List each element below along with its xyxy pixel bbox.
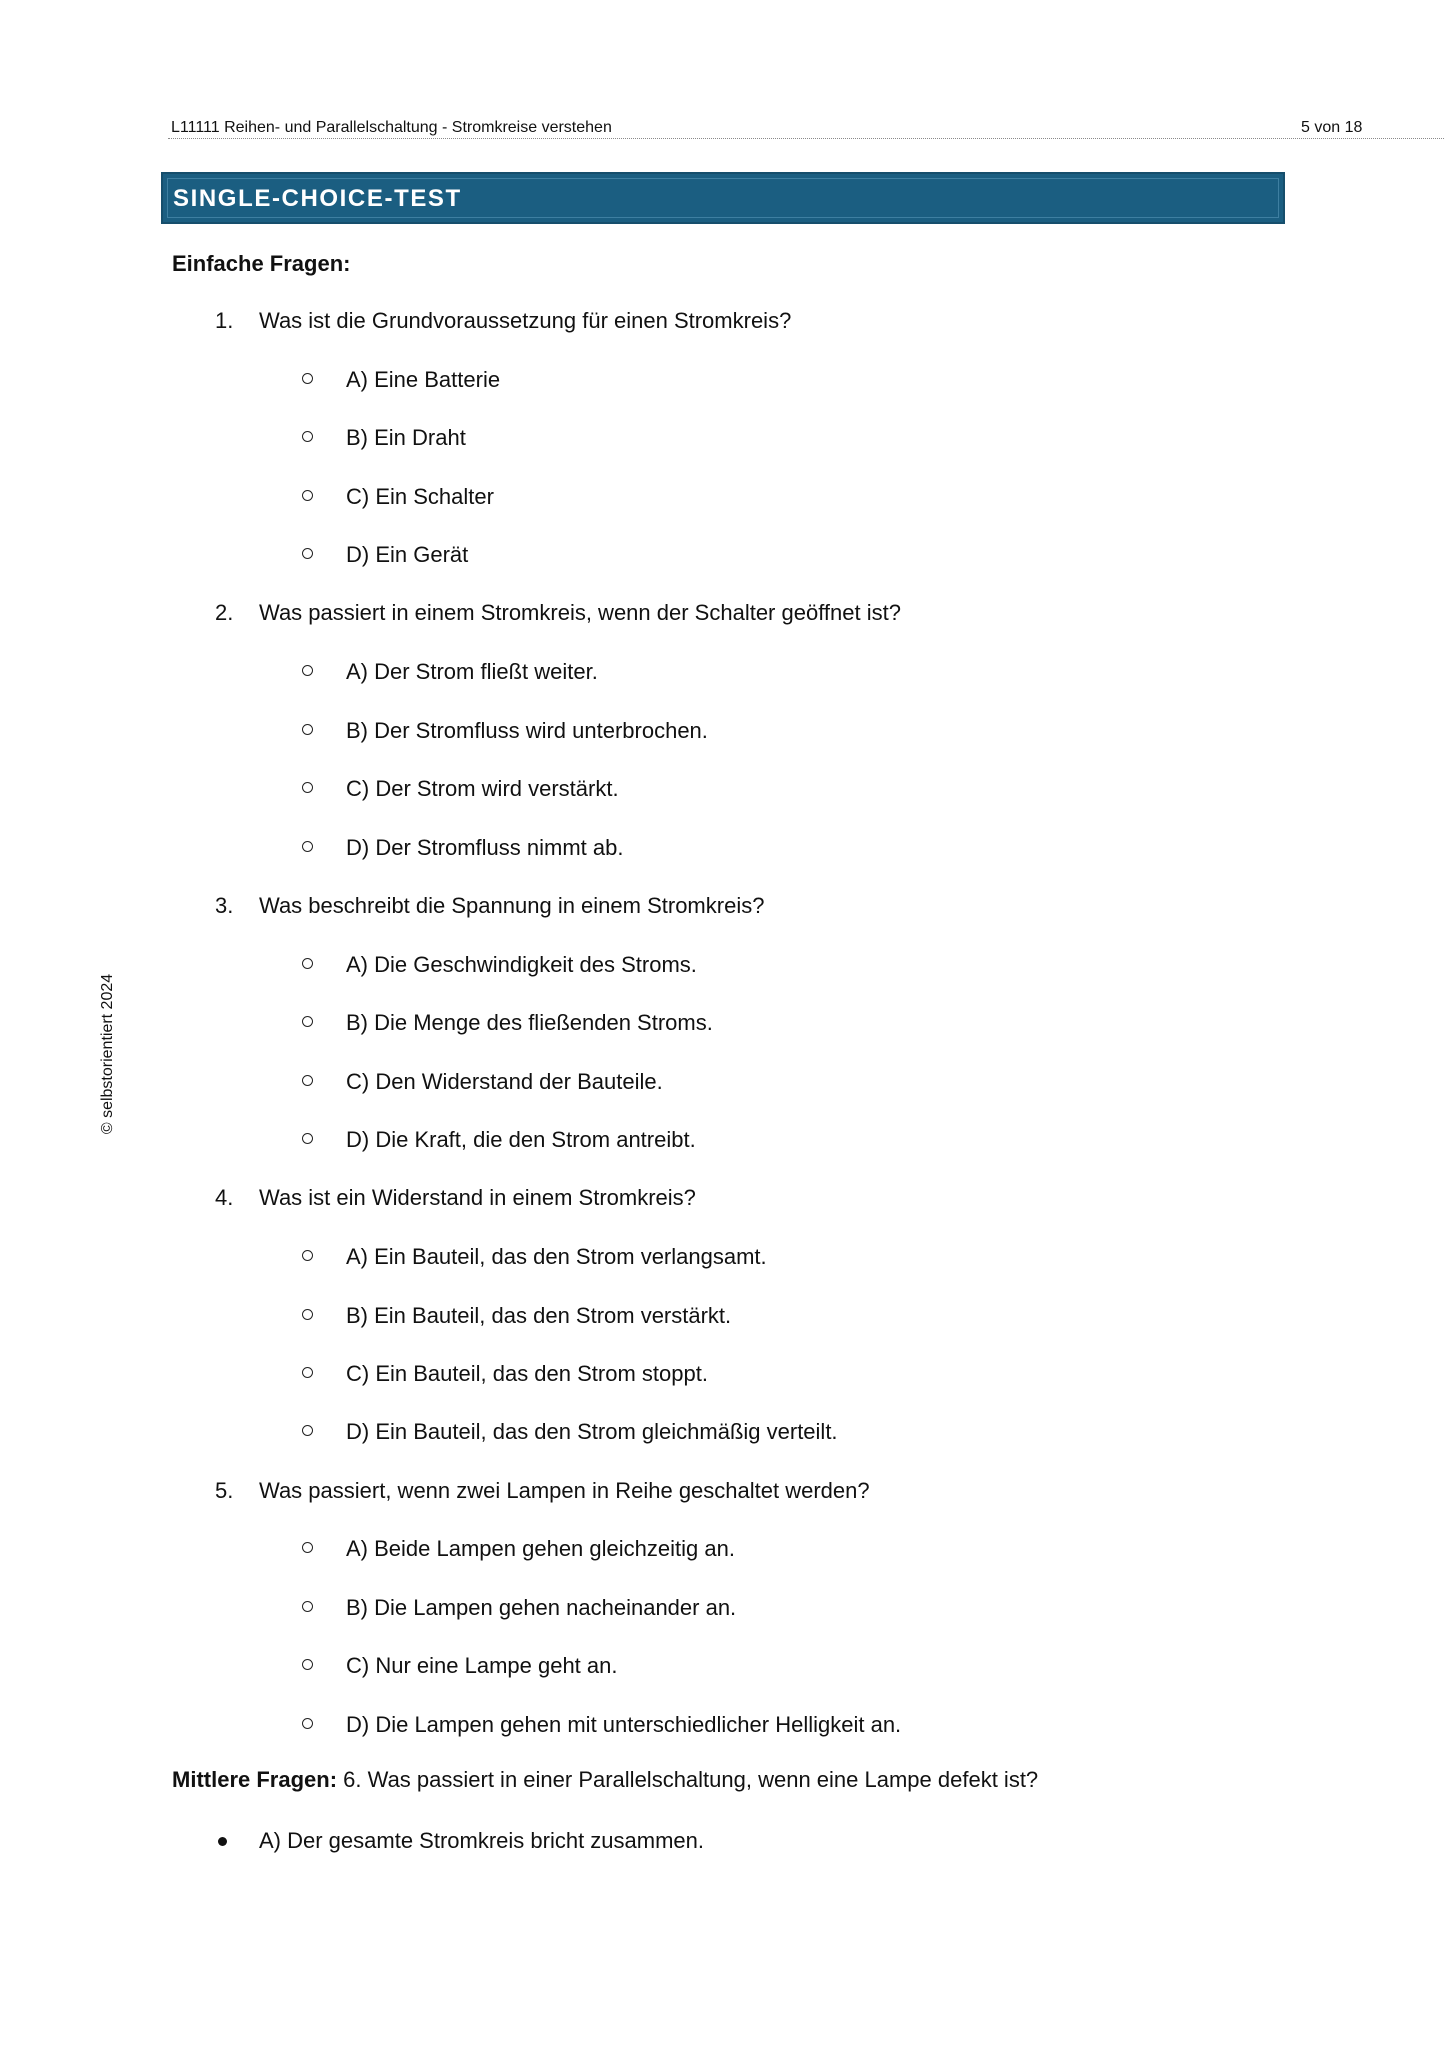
page-header (168, 114, 1444, 139)
radio-circle-icon (302, 1250, 313, 1261)
option-text: D) Die Lampen gehen mit unterschiedlicher Helligkeit an. (346, 1712, 902, 1737)
option-text: C) Ein Schalter (346, 484, 494, 509)
section-banner (161, 172, 1285, 224)
section-title: SINGLE-CHOICE-TEST (173, 185, 462, 212)
option-text: B) Ein Bauteil, das den Strom verstärkt. (346, 1303, 732, 1328)
radio-circle-icon (302, 1133, 313, 1144)
option-text: B) Der Stromfluss wird unterbrochen. (346, 718, 708, 743)
option-text: A) Beide Lampen gehen gleichzeitig an. (346, 1536, 735, 1561)
question-text: Was beschreibt die Spannung in einem Stromkreis? (259, 893, 765, 918)
question-text: Was ist die Grundvoraussetzung für einen Stromkreis? (259, 308, 792, 333)
radio-circle-icon (302, 1309, 313, 1320)
bullet-disc-icon (218, 1837, 227, 1846)
radio-circle-icon (302, 724, 313, 735)
radio-circle-icon (302, 1542, 313, 1553)
question-number: 4. (215, 1185, 234, 1210)
page-number: 5 von 18 (1301, 119, 1363, 136)
radio-circle-icon (302, 1367, 313, 1378)
option-text: C) Der Strom wird verstärkt. (346, 776, 619, 801)
option-text: B) Ein Draht (346, 425, 466, 450)
question-text: Was ist ein Widerstand in einem Stromkreis? (259, 1185, 696, 1210)
medium-questions-line (172, 1766, 1038, 1794)
option-text: D) Die Kraft, die den Strom antreibt. (346, 1127, 696, 1152)
medium-questions-label: Mittlere Fragen: (172, 1767, 338, 1792)
option-text: A) Ein Bauteil, das den Strom verlangsamt. (346, 1244, 767, 1269)
question-6-text: 6. Was passiert in einer Parallelschaltung, wenn eine Lampe defekt ist? (343, 1767, 1039, 1792)
option-text: C) Nur eine Lampe geht an. (346, 1653, 618, 1678)
radio-circle-icon (302, 1075, 313, 1086)
radio-circle-icon (302, 431, 313, 442)
question-number: 5. (215, 1478, 234, 1503)
question-number: 1. (215, 308, 234, 333)
option-text: B) Die Lampen gehen nacheinander an. (346, 1595, 737, 1620)
radio-circle-icon (302, 1659, 313, 1670)
radio-circle-icon (302, 490, 313, 501)
radio-circle-icon (302, 841, 313, 852)
option-text: A) Die Geschwindigkeit des Stroms. (346, 952, 697, 977)
option-text: D) Der Stromfluss nimmt ab. (346, 835, 624, 860)
question-number: 2. (215, 600, 234, 625)
radio-circle-icon (302, 665, 313, 676)
radio-circle-icon (302, 1718, 313, 1729)
option-text: D) Ein Bauteil, das den Strom gleichmäßig verteilt. (346, 1419, 838, 1444)
radio-circle-icon (302, 782, 313, 793)
radio-circle-icon (302, 958, 313, 969)
question-text: Was passiert, wenn zwei Lampen in Reihe geschaltet werden? (259, 1478, 870, 1503)
easy-questions-label: Einfache Fragen: (172, 251, 351, 276)
option-text: A) Der gesamte Stromkreis bricht zusammen. (259, 1828, 705, 1853)
radio-circle-icon (302, 548, 313, 559)
document-title: L11111 Reihen- und Parallelschaltung - Stromkreise verstehen (171, 119, 612, 136)
option-text: D) Ein Gerät (346, 542, 469, 567)
copyright-notice: © selbstorientiert 2024 (99, 973, 116, 1135)
question-number: 3. (215, 893, 234, 918)
question-text: Was passiert in einem Stromkreis, wenn der Schalter geöffnet ist? (259, 600, 901, 625)
option-text: B) Die Menge des fließenden Stroms. (346, 1010, 713, 1035)
radio-circle-icon (302, 1601, 313, 1612)
option-text: A) Der Strom fließt weiter. (346, 659, 598, 684)
radio-circle-icon (302, 1016, 313, 1027)
option-text: C) Den Widerstand der Bauteile. (346, 1069, 663, 1094)
option-text: A) Eine Batterie (346, 367, 501, 392)
radio-circle-icon (302, 1425, 313, 1436)
radio-circle-icon (302, 373, 313, 384)
option-text: C) Ein Bauteil, das den Strom stoppt. (346, 1361, 708, 1386)
